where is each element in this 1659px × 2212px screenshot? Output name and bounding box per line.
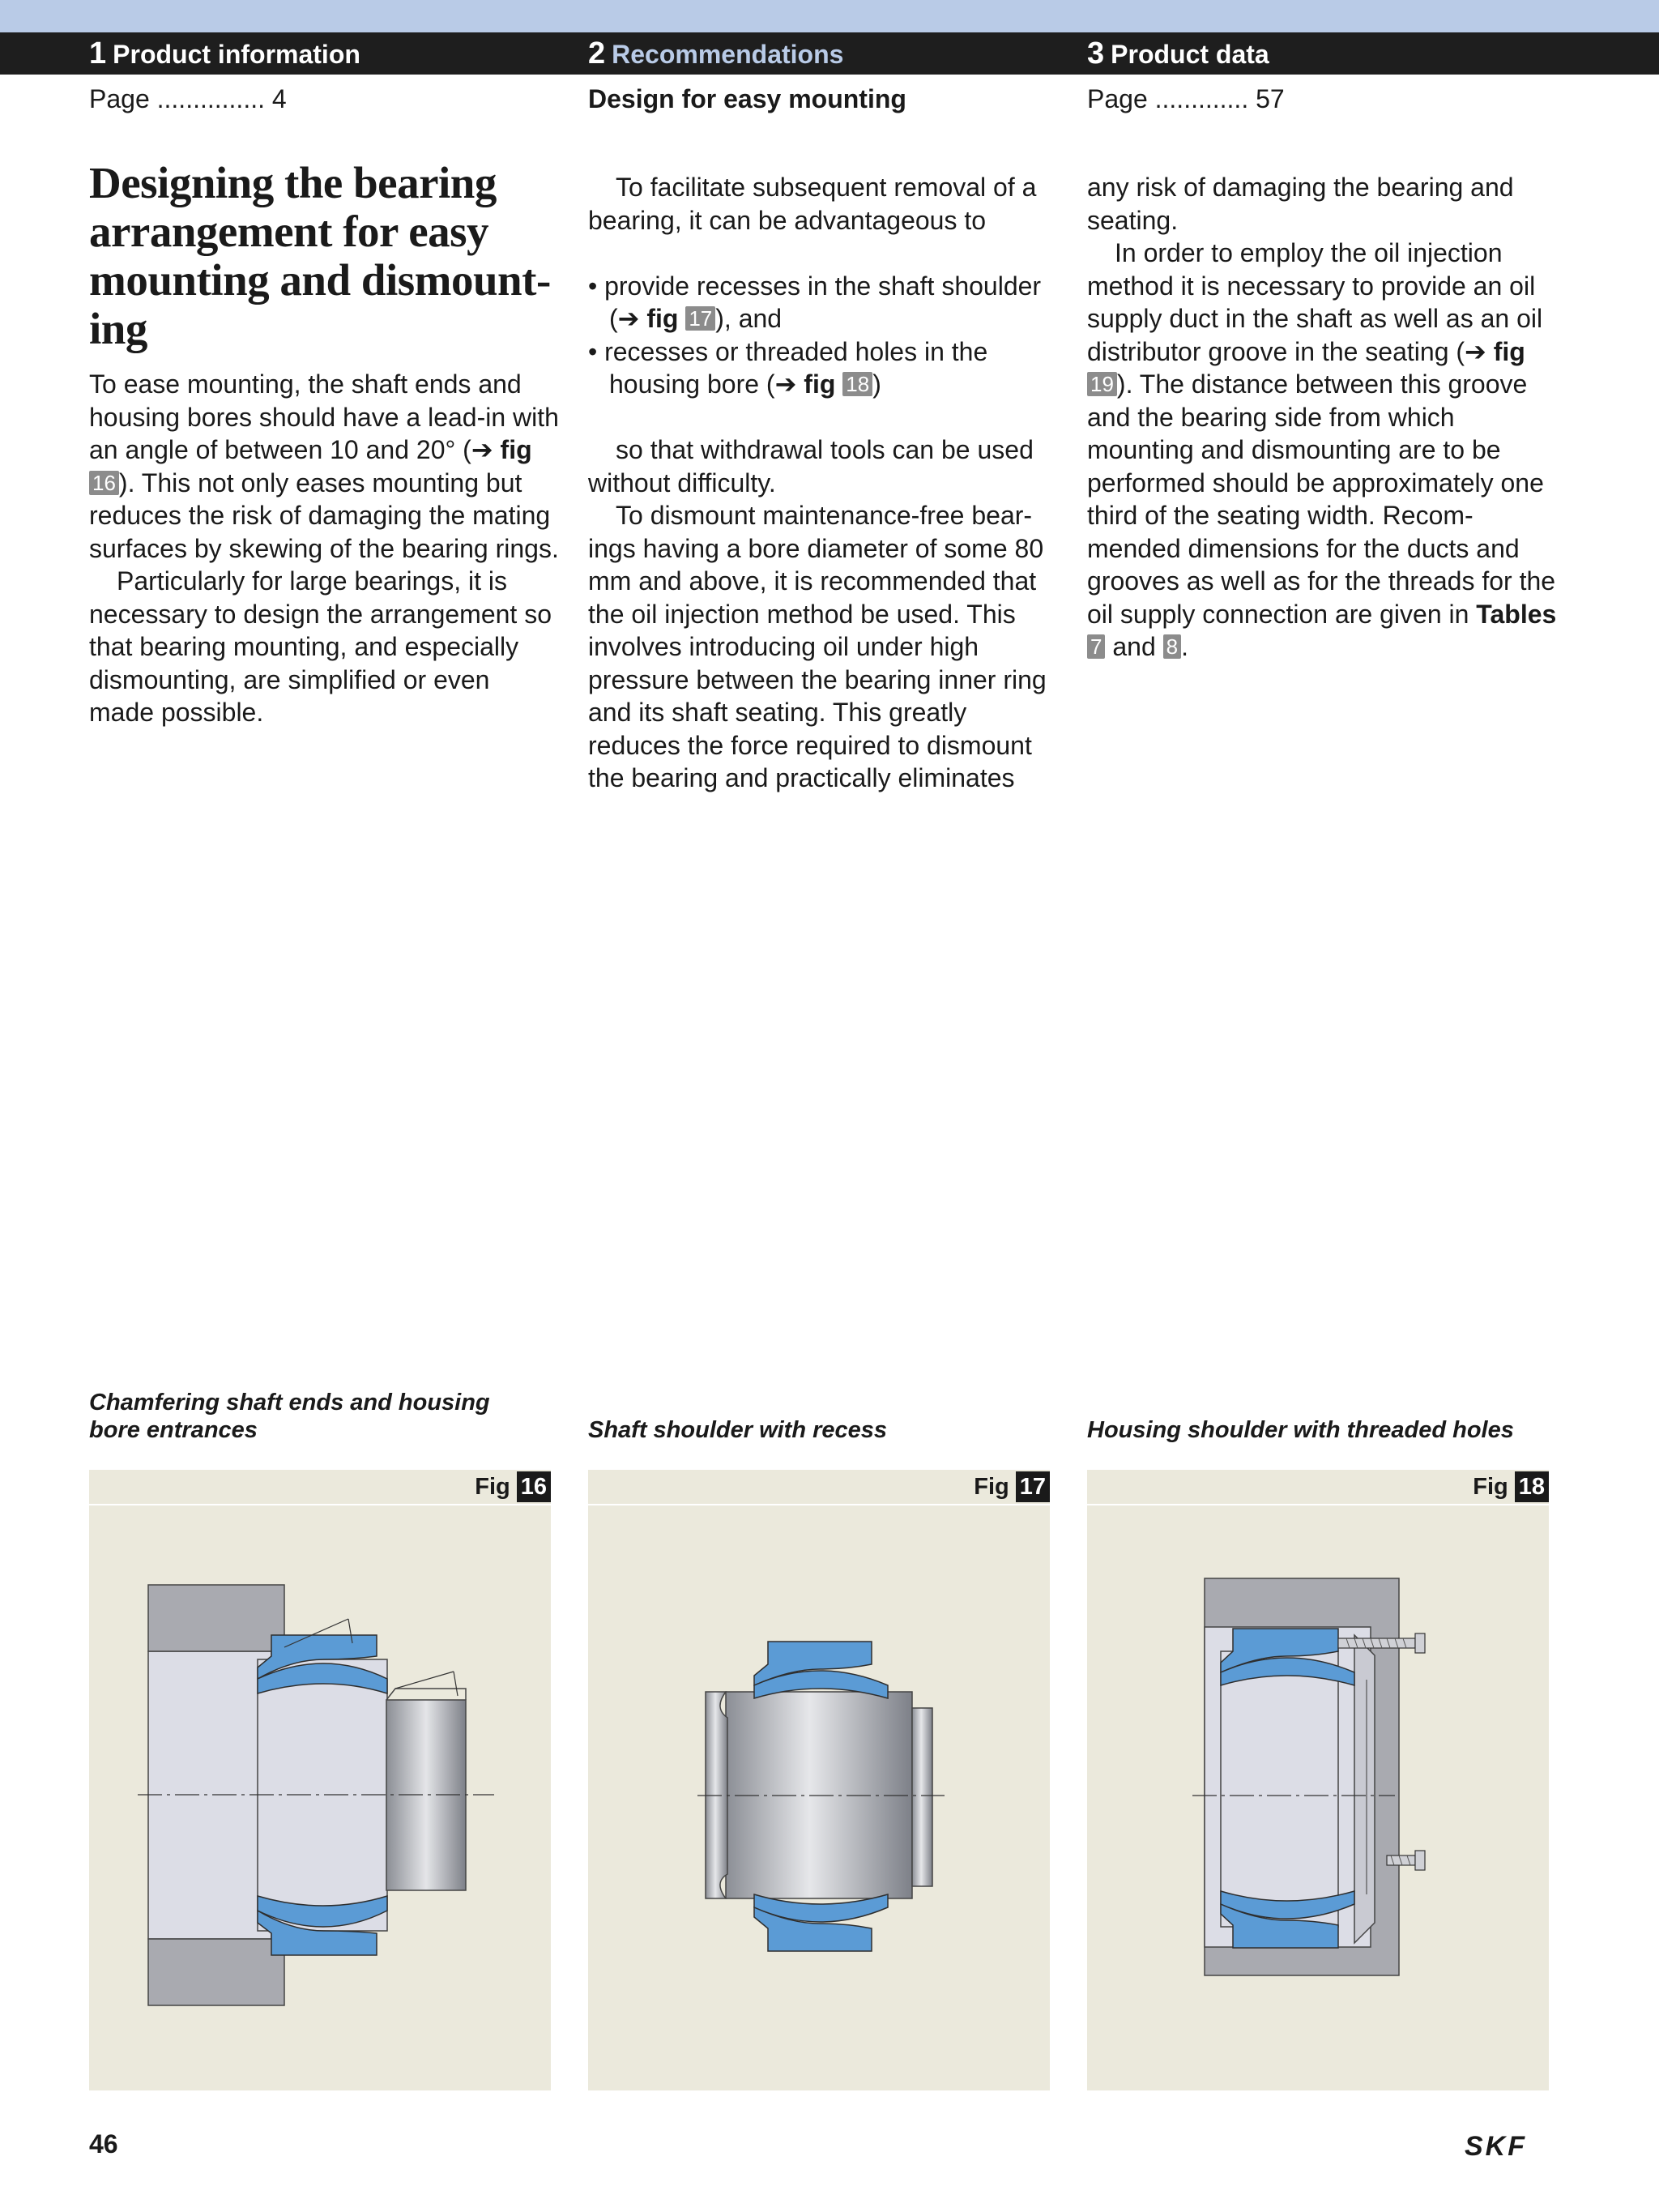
column-3-text	[1087, 171, 1557, 664]
paragraph: To dismount maintenance-free bearings having a bore diameter of some 80 mm and above, it is recommended that the oil injection method be used. This involves introducing oil under high pressure between the bearing inner ring and its shaft seating. This greatly reduces the force required to dismount the bearing and practically eliminates	[588, 501, 1047, 792]
shaft	[912, 1708, 932, 1886]
text: To ease mounting, the shaft ends and housing bores should have a lead-in with an angle of between 10 and 20° (	[89, 369, 559, 464]
text: ), and	[715, 304, 783, 333]
figure-label	[974, 1470, 1050, 1504]
table-number-badge: 8	[1163, 634, 1181, 659]
text: In order to employ the oil injection method it is necessary to provide an oil supply duct in the shaft as well as an oil distributor groove in the seating (	[1087, 238, 1543, 366]
text: ). The distance between this groove and the bearing side from which mounting and dismounting are to be performed should be approximately one third of the seating width. Recommended dimensions for the ducts and grooves as well as for the threads for the oil supply connection are given in	[1087, 369, 1556, 629]
nav-product-data[interactable]	[1087, 32, 1269, 75]
fig-word: Fig	[1473, 1474, 1508, 1500]
column-1-text	[89, 368, 559, 729]
page-title: Designing the bearing arrangement for easy mounting and dismounting	[89, 158, 552, 353]
bullet-item	[588, 335, 1058, 401]
fig-word: Fig	[475, 1474, 510, 1500]
nav-label: Product information	[113, 40, 360, 69]
paragraph: To facilitate subsequent removal of a bearing, it can be advantageous to	[588, 173, 1037, 235]
figure-18-caption: Housing shoulder with threaded holes	[1087, 1417, 1514, 1443]
table-number-badge: 7	[1087, 634, 1105, 659]
paragraph	[1087, 237, 1557, 664]
nav-number: 3	[1087, 36, 1105, 70]
top-color-band	[0, 0, 1659, 32]
section-nav-bar	[0, 32, 1659, 75]
bullet-item	[588, 270, 1058, 335]
fig-number-badge: 19	[1087, 372, 1117, 396]
fig-number: 18	[1515, 1471, 1549, 1502]
section-subheading: Design for easy mounting	[588, 84, 906, 113]
text: ). This not only eases mounting but reduces the risk of damaging the mating surfaces by skewing of the bearing rings.	[89, 468, 559, 563]
inner-ring	[1221, 1651, 1338, 1927]
figure-17	[588, 1470, 1050, 2090]
figure-16	[89, 1470, 551, 2090]
threaded-holes-diagram	[1087, 1505, 1549, 2090]
figure-17-caption: Shaft shoulder with recess	[588, 1417, 888, 1443]
figure-18	[1087, 1470, 1549, 2090]
page-reference-left: Page ............... 4	[89, 84, 287, 113]
text: • provide recesses in the shaft shoulder (	[588, 271, 1042, 333]
fig-number-badge: 16	[89, 471, 119, 495]
figure-label	[475, 1470, 551, 1504]
text: )	[872, 369, 881, 399]
paragraph: Particularly for large bearings, it is necessary to design the arrangement so that bearing mounting, and especially dismounting, are simplified or even made possible.	[89, 566, 552, 727]
housing-upper	[148, 1585, 284, 1651]
nav-label: Product data	[1111, 40, 1269, 69]
page-reference-right: Page ............. 57	[1087, 84, 1285, 113]
chamfer-diagram	[89, 1505, 551, 2090]
housing-lower	[148, 1939, 284, 2005]
text: .	[1181, 632, 1188, 661]
fig-number-badge: 17	[685, 306, 715, 331]
column-2-text	[588, 171, 1058, 795]
paragraph: any risk of damaging the bearing and seating.	[1087, 173, 1514, 235]
fig-reference[interactable]: ➔ fig	[471, 435, 532, 464]
fig-number: 16	[517, 1471, 551, 1502]
fig-reference[interactable]: ➔ fig	[617, 304, 679, 333]
nav-number: 1	[89, 36, 107, 70]
nav-recommendations[interactable]	[588, 32, 843, 75]
figure-label	[1473, 1470, 1549, 1504]
paragraph	[89, 368, 559, 565]
shaft-recess-diagram	[588, 1505, 1050, 2090]
nav-label: Recommendations	[612, 40, 844, 69]
fig-number: 17	[1016, 1471, 1050, 1502]
page-number: 46	[89, 2129, 118, 2159]
fig-reference[interactable]: ➔ fig	[1465, 336, 1525, 366]
fig-reference[interactable]: ➔ fig	[774, 369, 836, 399]
paragraph: so that withdrawal tools can be used without difficulty.	[588, 435, 1034, 497]
fig-word: Fig	[974, 1474, 1009, 1500]
nav-number: 2	[588, 36, 606, 70]
nav-product-information[interactable]	[89, 32, 360, 75]
text: • recesses or threaded holes in the housing bore (	[588, 336, 988, 399]
skf-logo: SKF	[1465, 2131, 1527, 2162]
fig-number-badge: 18	[842, 372, 872, 396]
tables-reference[interactable]: Tables	[1476, 599, 1557, 629]
text: and	[1105, 632, 1163, 661]
figure-16-caption: Chamfering shaft ends and housing bore entrances	[89, 1390, 490, 1443]
